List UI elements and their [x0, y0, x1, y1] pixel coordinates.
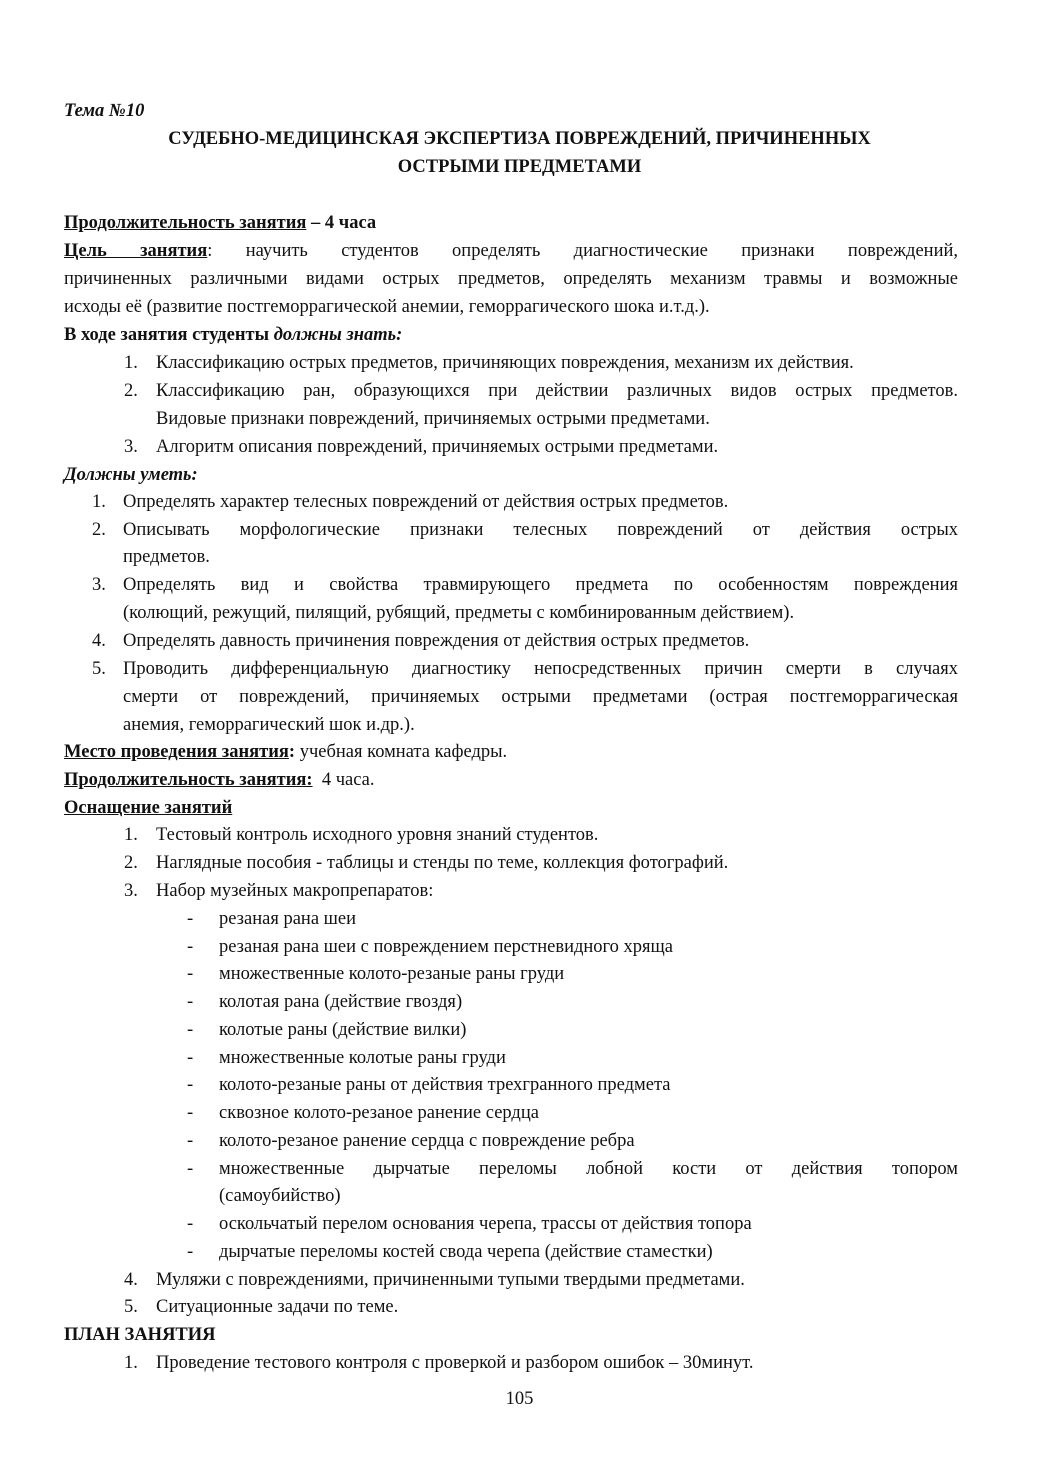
- place-value: учебная комната кафедры.: [295, 742, 508, 762]
- specimen-dash: -: [187, 1048, 194, 1068]
- able-heading: Должны уметь:: [64, 465, 198, 485]
- place-label: Место проведения занятия: [64, 742, 289, 762]
- specimen-item: сквозное колото-резаное ранение сердца: [219, 1103, 539, 1123]
- equipment-item-1: Тестовый контроль исходного уровня знаний студентов.: [156, 825, 599, 845]
- able-item-1-number: 1.: [92, 492, 106, 512]
- title-line-2: ОСТРЫМИ ПРЕДМЕТАМИ: [397, 157, 642, 177]
- goal-text-1: : научить студентов определять диагностические признаки повреждений,: [207, 241, 958, 261]
- specimen-item-continued: (самоубийство): [219, 1186, 341, 1206]
- specimen-dash: -: [187, 1242, 194, 1262]
- able-item-4-number: 4.: [92, 631, 106, 651]
- able-item-4: Определять давность причинения повреждения от действия острых предметов.: [123, 631, 750, 651]
- goal-label: Цель занятия: [64, 241, 208, 261]
- specimen-dash: -: [187, 964, 194, 984]
- know-heading-italic: должны знать:: [273, 325, 403, 345]
- able-item-5-line-3: анемия, геморрагический шок и.др.).: [123, 715, 415, 735]
- specimen-dash: -: [187, 1214, 194, 1234]
- able-item-5-line-1: Проводить дифференциальную диагностику непосредственных причин смерти в случаях: [123, 659, 958, 679]
- know-item-2-line-1: Классификацию ран, образующихся при действии различных видов острых предметов.: [156, 381, 958, 401]
- able-item-3-number: 3.: [92, 575, 106, 595]
- specimen-dash: -: [187, 1103, 194, 1123]
- specimen-dash: -: [187, 1131, 194, 1151]
- duration-value: – 4 часа: [306, 213, 377, 233]
- specimen-item: колотая рана (действие гвоздя): [219, 992, 463, 1012]
- plan-item-1: Проведение тестового контроля с проверкой и разбором ошибок – 30минут.: [156, 1353, 754, 1373]
- know-item-1-number: 1.: [124, 353, 138, 373]
- able-item-5-number: 5.: [92, 659, 106, 679]
- specimen-item: колотые раны (действие вилки): [219, 1020, 467, 1040]
- equipment-item-1-number: 1.: [124, 825, 138, 845]
- specimen-item: резаная рана шеи: [219, 909, 357, 929]
- able-item-3-line-1: Определять вид и свойства травмирующего предмета по особенностям повреждения: [123, 575, 958, 595]
- equipment-item-3: Набор музейных макропрепаратов:: [156, 881, 434, 901]
- duration2-label: Продолжительность занятия:: [64, 770, 313, 790]
- goal-line-2: причиненных различными видами острых предметов, определять механизм травмы и возможные: [64, 269, 958, 289]
- equipment-item-5-number: 5.: [124, 1297, 138, 1317]
- able-item-2-line-2: предметов.: [123, 547, 210, 567]
- specimen-item: оскольчатый перелом основания черепа, трассы от действия топора: [219, 1214, 752, 1234]
- duration-line: [64, 212, 376, 234]
- know-heading-text: В ходе занятия студенты: [64, 325, 274, 345]
- know-item-2-line-2: Видовые признаки повреждений, причиняемых острыми предметами.: [156, 409, 710, 429]
- specimen-dash: -: [187, 992, 194, 1012]
- specimen-dash: -: [187, 1075, 194, 1095]
- specimen-dash: -: [187, 937, 194, 957]
- goal-line-3: исходы её (развитие постгеморрагической анемии, геморрагического шока и.т.д.).: [64, 297, 710, 317]
- specimen-item: множественные дырчатые переломы лобной кости от действия топором: [219, 1159, 958, 1179]
- duration-label: Продолжительность занятия: [64, 213, 307, 233]
- duration2-value: 4 часа.: [312, 770, 375, 790]
- specimen-item: множественные колотые раны груди: [219, 1048, 506, 1068]
- place-line: [64, 741, 507, 763]
- able-item-5-line-2: смерти от повреждений, причиняемых острыми предметами (острая постгеморрагическая: [123, 687, 958, 707]
- specimen-item: дырчатые переломы костей свода черепа (действие стаместки): [219, 1242, 713, 1262]
- know-item-1: Классификацию острых предметов, причиняющих повреждения, механизм их действия.: [156, 353, 854, 373]
- plan-item-1-number: 1.: [124, 1353, 138, 1373]
- equipment-item-3-number: 3.: [124, 881, 138, 901]
- know-item-3: Алгоритм описания повреждений, причиняемых острыми предметами.: [156, 437, 719, 457]
- duration2-line: [64, 769, 374, 791]
- equipment-item-2: Наглядные пособия - таблицы и стенды по теме, коллекция фотографий.: [156, 853, 729, 873]
- know-heading: [64, 324, 402, 346]
- equipment-item-4: Муляжи с повреждениями, причиненными тупыми твердыми предметами.: [156, 1270, 745, 1290]
- know-item-2-number: 2.: [124, 381, 138, 401]
- plan-heading: ПЛАН ЗАНЯТИЯ: [64, 1325, 216, 1345]
- equipment-item-2-number: 2.: [124, 853, 138, 873]
- topic-label: Тема №10: [64, 101, 145, 121]
- specimen-dash: -: [187, 1020, 194, 1040]
- goal-line-1: [64, 240, 958, 262]
- specimen-dash: -: [187, 1159, 194, 1179]
- place-colon: :: [288, 742, 296, 762]
- know-item-3-number: 3.: [124, 437, 138, 457]
- specimen-item: колото-резаные раны от действия трехгранного предмета: [219, 1075, 671, 1095]
- able-item-2-number: 2.: [92, 520, 106, 540]
- title-line-1: СУДЕБНО-МЕДИЦИНСКАЯ ЭКСПЕРТИЗА ПОВРЕЖДЕНИЙ, ПРИЧИНЕННЫХ: [168, 129, 871, 149]
- equipment-item-4-number: 4.: [124, 1270, 138, 1290]
- equipment-heading: Оснащение занятий: [64, 798, 233, 818]
- page-number: 105: [505, 1389, 534, 1409]
- specimen-item: колото-резаное ранение сердца с повреждение ребра: [219, 1131, 635, 1151]
- able-item-1: Определять характер телесных повреждений от действия острых предметов.: [123, 492, 729, 512]
- specimen-item: множественные колото-резаные раны груди: [219, 964, 565, 984]
- able-item-3-line-2: (колющий, режущий, пилящий, рубящий, предметы с комбинированным действием).: [123, 603, 795, 623]
- specimen-item: резаная рана шеи с повреждением перстневидного хряща: [219, 937, 673, 957]
- specimen-dash: -: [187, 909, 194, 929]
- able-item-2-line-1: Описывать морфологические признаки телесных повреждений от действия острых: [123, 520, 958, 540]
- equipment-item-5: Ситуационные задачи по теме.: [156, 1297, 399, 1317]
